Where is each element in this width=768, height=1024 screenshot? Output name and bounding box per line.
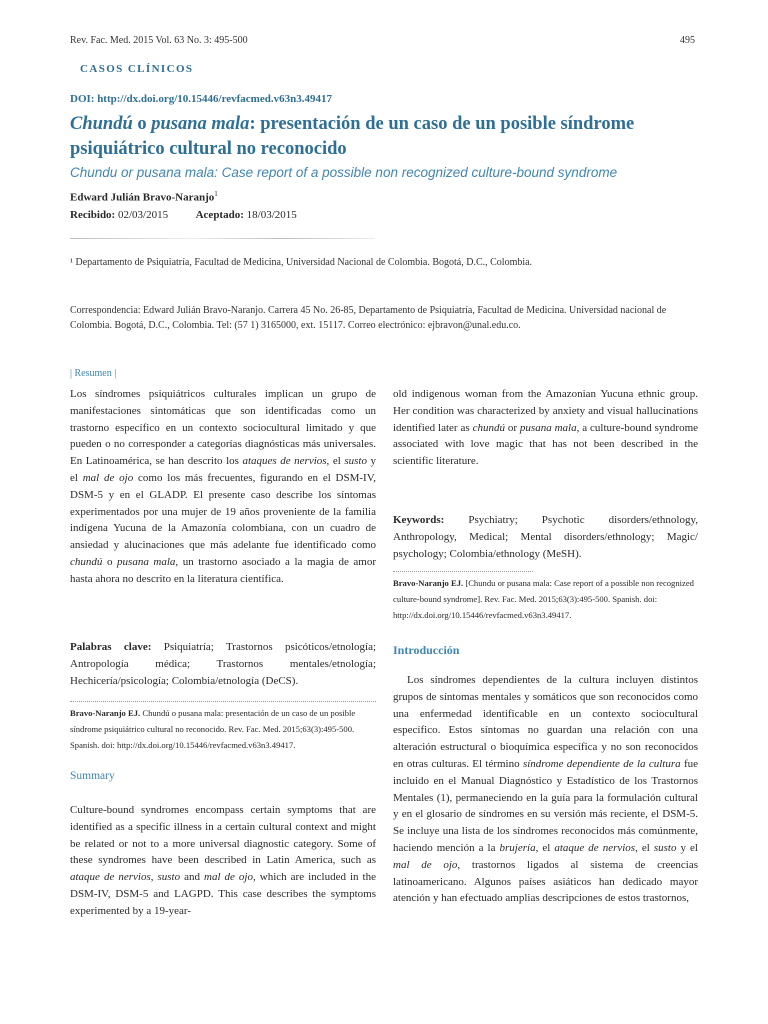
summary-text: , which are included in the DSM-IV, DSM-5 and LAGPD. This case describes the symptoms experimented by a 19-year- <box>70 871 376 917</box>
intro-text: Los síndromes dependientes de la cultura incluyen distintos grupos de síntomas mentales y somáticos que son reconocidos como una enfermedad identificable en un contexto sociocultural específico. Estos síntomas no guardan una relación con una alteración estructural o bioquímica específica y no son reconocidos en otras culturas. El término <box>393 674 698 770</box>
summary-text: , <box>150 871 158 884</box>
intro-term: brujería <box>499 841 536 854</box>
keywords-label: Keywords: <box>393 514 445 526</box>
english-title: Chundu or pusana mala: Case report of a possible non recognized culture-bound syndrome <box>70 165 618 180</box>
section-label: CASOS CLÍNICOS <box>80 63 194 75</box>
summary-heading: Summary <box>70 770 115 782</box>
palabras-clave-text: Psiquiatría; Trastornos psicóticos/etnología; Antropología médica; Trastornos mentales/etnología; Hechicería/psicología; Colombia/etnología (DeCS). <box>70 641 377 687</box>
author-affiliation-mark: 1 <box>214 190 218 198</box>
keywords <box>393 512 698 562</box>
author-name <box>70 190 218 204</box>
title-part-pusana: pusana mala <box>151 114 250 134</box>
received-label: Recibido: <box>70 209 116 221</box>
intro-text: , trastornos ligados al sistema de creencias latinoamericano. Algunos países asiáticos han dedicado mayor atención y han efectuado amplias descripciones de estos trastornos, <box>393 858 698 905</box>
article-title <box>70 112 690 162</box>
resumen-text: o <box>102 555 118 568</box>
received-date: 02/03/2015 <box>115 209 169 221</box>
summary-term: pusana mala <box>519 421 577 434</box>
resumen-paragraph <box>70 386 376 588</box>
resumen-text: , el <box>326 455 345 468</box>
title-part-rest: : presentación de un caso de un posible síndrome psiquiátrico cultural no reconocido <box>70 114 635 159</box>
intro-term: susto <box>653 841 677 854</box>
intro-paragraph <box>393 672 698 907</box>
intro-term: mal de ojo <box>393 858 458 871</box>
intro-term: ataque de nervios <box>554 841 636 854</box>
affiliation: ¹ Departamento de Psiquiatría, Facultad de Medicina, Universidad Nacional de Colombia. Bogotá, D.C., Colombia. <box>70 257 533 268</box>
palabras-clave <box>70 639 376 689</box>
citation-en <box>393 575 698 623</box>
resumen-text: como los más frecuentes, figurando en el DSM-IV, DSM-5 y en el GLADP. El presente caso describe los síntomas experimentados por una mujer de 19 años proveniente de la familia indígena Yucuna de la Amazonía colombiana, con un cuadro de ansiedad y alucinaciones que más adelante fue identificado como <box>70 471 376 552</box>
intro-text: fue incluido en el Manual Diagnóstico y Estadístico de los Trastornos Mentales (1), permaneciendo en la guía para la formulación cultural y en el glosario de síndromes en su versión más reciente, el DSM-5. Se incluye una lista de los síndromes reconocidos más comúnmente, haciendo mención a la <box>393 757 698 854</box>
accepted-date: 18/03/2015 <box>243 209 297 221</box>
title-part-o: o <box>132 114 152 134</box>
keywords-text: Psychiatry; Psychotic disorders/ethnology, Anthropology, Medical; Mental disorders/ethnology; Magic/ psychology; Colombia/ethnology (MeSH). <box>393 514 698 560</box>
citation-author: Bravo-Naranjo EJ. <box>393 578 464 588</box>
resumen-term: ataques de nervios <box>242 455 327 468</box>
running-head-journal: Rev. Fac. Med. 2015 Vol. 63 No. 3: 495-500 <box>70 35 248 46</box>
resumen-term: pusana mala <box>117 555 176 568</box>
palabras-clave-label: Palabras clave: <box>70 641 152 653</box>
summary-text: and <box>180 871 205 884</box>
dotted-divider <box>70 701 376 702</box>
correspondence: Correspondencia: Edward Julián Bravo-Naranjo. Carrera 45 No. 26-85, Departamento de Psiquiatría, Facultad de Medicina. Universidad nacional de Colombia. Bogotá, D.C., Colombia. Tel: (57 1) 3165000, ext. 15117. Correo electrónico: ejbravon@unal.edu.co. <box>70 305 667 331</box>
intro-text: , el <box>635 841 654 854</box>
summary-text: Culture-bound syndromes encompass certain symptoms that are identified as a specific illness in a certain cultural context and might be related or not to a more universal diagnostic category. Some of these syndromes have been described in Latin America, such as <box>70 804 376 867</box>
page-number: 495 <box>680 35 695 46</box>
summary-term: chundú <box>472 421 505 434</box>
intro-term: síndrome dependiente de la cultura <box>522 757 681 770</box>
summary-term: susto <box>157 871 181 884</box>
summary-paragraph <box>70 802 376 920</box>
header-divider <box>70 238 375 239</box>
resumen-tag: | Resumen | <box>70 368 117 379</box>
resumen-text: , un trastorno asociado a la magia de amor hasta ahora no descrito en la literatura científica. <box>70 555 377 585</box>
accepted-label: Aceptado: <box>195 209 244 221</box>
summary-text: old indigenous woman from the Amazonian Yucuna ethnic group. Her condition was characterized by anxiety and visual hallucinations identified later as <box>393 388 698 434</box>
summary-term: mal de ojo <box>204 871 253 884</box>
summary-text: , a culture-bound syndrome associated with love magic that has not been described in the scientific literature. <box>393 421 699 468</box>
intro-heading: Introducción <box>393 643 460 657</box>
dotted-divider <box>393 571 533 572</box>
summary-term: ataque de nervios <box>70 871 151 884</box>
citation-es <box>70 705 376 753</box>
resumen-text: y el <box>70 455 376 484</box>
citation-text: Chundú o pusana mala: presentación de un caso de un posible síndrome psiquiátrico cultural no reconocido. Rev. Fac. Med. 2015;63(3):495-500. Spanish. doi: http://dx.doi.org/10.15446/revfacmed.v63n3.49417. <box>70 708 356 750</box>
citation-author: Bravo-Naranjo EJ. <box>70 708 141 718</box>
resumen-text: Los síndromes psiquiátricos culturales implican un grupo de manifestaciones sintomáticas que son identificadas como un trastorno específico en un contexto sociocultural limitado y que pueden o no corresponder a categorías diagnósticas más universales. En Latinoamérica, se han descrito los <box>70 388 376 468</box>
resumen-term: susto <box>344 455 367 468</box>
citation-text: [Chundu or pusana mala: Case report of a possible non recognized culture-bound syndrome]. Rev. Fac. Med. 2015;63(3):495-500. Spanish. doi: http://dx.doi.org/10.15446/revfacmed.v63n3.49417. <box>393 578 694 620</box>
summary-text: or <box>504 421 520 434</box>
doi-link[interactable]: DOI: http://dx.doi.org/10.15446/revfacmed.v63n3.49417 <box>70 93 332 105</box>
title-part-chundu: Chundú <box>70 114 133 134</box>
summary-continued <box>393 386 698 470</box>
article-dates <box>70 209 297 221</box>
resumen-term: mal de ojo <box>82 471 134 484</box>
intro-text: y el <box>676 841 698 854</box>
intro-text: , el <box>535 841 555 854</box>
resumen-term: chundú <box>70 555 103 568</box>
author-text: Edward Julián Bravo-Naranjo <box>70 191 215 204</box>
